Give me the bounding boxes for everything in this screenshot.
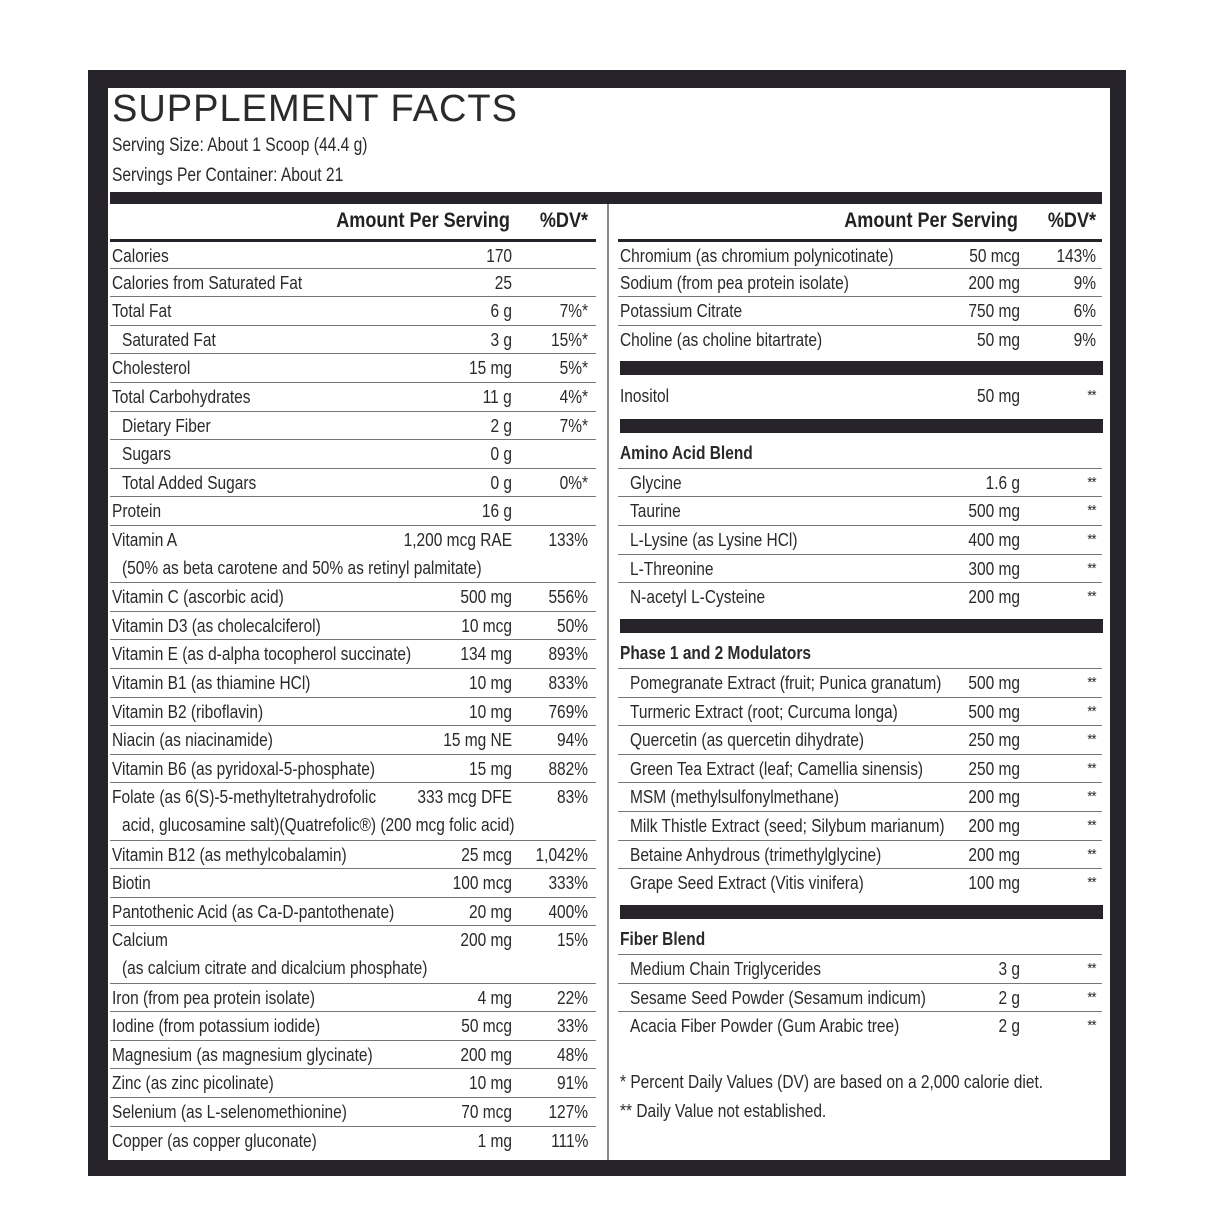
- nutrient-row: [110, 1011, 596, 1040]
- dv-header: %DV*: [539, 209, 588, 232]
- nutrient-name: Vitamin C (ascorbic acid): [112, 587, 284, 608]
- nutrient-dv: **: [1087, 845, 1096, 863]
- left-column-header: [110, 204, 596, 237]
- nutrient-amount: 250 mg: [968, 758, 1020, 779]
- nutrient-amount: 1,200 mcg RAE: [403, 530, 512, 550]
- nutrient-row: [110, 1040, 596, 1069]
- nutrient-row: [110, 697, 596, 726]
- nutrient-dv: 22%: [557, 987, 588, 1008]
- nutrient-dv: 9%: [1073, 329, 1096, 350]
- nutrient-amount: 16 g: [481, 501, 512, 522]
- nutrient-amount: 10 mg: [468, 673, 512, 693]
- nutrient-row: [110, 439, 596, 468]
- nutrient-dv: **: [1087, 731, 1096, 749]
- footnote-not-established: ** Daily Value not established.: [620, 1101, 827, 1121]
- section-divider-bar: [620, 361, 1103, 375]
- nutrient-name: Medium Chain Triglycerides: [630, 959, 822, 979]
- nutrient-name: (50% as beta carotene and 50% as retinyl palmitate): [122, 557, 482, 578]
- nutrient-name: (as calcium citrate and dicalcium phosphate): [122, 958, 428, 978]
- nutrient-amount: 200 mg: [460, 930, 512, 951]
- nutrient-name: Copper (as copper gluconate): [112, 1130, 317, 1151]
- nutrient-dv: 769%: [548, 701, 588, 722]
- nutrient-dv: 833%: [548, 673, 588, 693]
- nutrient-dv: 556%: [548, 587, 588, 608]
- nutrient-amount: 200 mg: [968, 587, 1020, 608]
- nutrient-name: Cholesterol: [112, 358, 191, 379]
- nutrient-name: Folate (as 6(S)-5-methyltetrahydrofolic: [112, 787, 377, 808]
- nutrient-name: Grape Seed Extract (Vitis vinifera): [630, 873, 864, 894]
- amount-header: Amount Per Serving: [844, 209, 1018, 232]
- nutrient-row: [110, 268, 596, 297]
- nutrient-name: Vitamin B2 (riboflavin): [112, 701, 264, 722]
- nutrient-name: Protein: [112, 501, 162, 522]
- nutrient-row: [110, 983, 596, 1012]
- nutrient-dv: 7%*: [559, 301, 588, 322]
- nutrient-row: [110, 639, 596, 668]
- nutrient-row: [110, 525, 596, 554]
- nutrient-amount: 2 g: [490, 415, 512, 436]
- nutrient-dv: 882%: [548, 758, 588, 779]
- nutrient-amount: 400 mg: [968, 530, 1020, 550]
- nutrient-amount: 134 mg: [460, 644, 512, 665]
- nutrient-dv: 15%: [557, 930, 588, 951]
- nutrient-row: [618, 496, 1102, 525]
- nutrient-amount: 2 g: [998, 1016, 1020, 1037]
- nutrient-row: [618, 811, 1102, 840]
- nutrient-amount: 100 mcg: [452, 873, 512, 894]
- nutrient-name: Calories: [112, 246, 169, 266]
- nutrient-amount: 10 mg: [468, 1073, 512, 1094]
- nutrient-amount: 200 mg: [968, 816, 1020, 836]
- nutrient-row: [110, 897, 596, 926]
- nutrient-dv: 127%: [548, 1102, 588, 1122]
- nutrient-row: [110, 239, 596, 271]
- nutrient-row: [110, 325, 596, 354]
- nutrient-name: acid, glucosamine salt)(Quatrefolic®) (200 mcg folic acid): [122, 815, 515, 835]
- section-heading: [618, 925, 1102, 954]
- nutrient-row: [110, 754, 596, 783]
- nutrient-row: [110, 725, 596, 754]
- nutrient-name: Milk Thistle Extract (seed; Silybum marianum): [630, 816, 945, 836]
- nutrient-row: [618, 582, 1102, 611]
- section-title: Fiber Blend: [620, 929, 706, 950]
- nutrient-row: [618, 840, 1102, 869]
- nutrient-row: [110, 353, 596, 382]
- nutrient-name: Selenium (as L-selenomethionine): [112, 1102, 347, 1122]
- nutrient-row: [618, 782, 1102, 811]
- nutrient-name: Vitamin A: [112, 530, 178, 550]
- nutrient-name: Quercetin (as quercetin dihydrate): [630, 730, 865, 751]
- nutrient-dv: **: [1087, 817, 1096, 834]
- section-heading: [618, 639, 1102, 668]
- nutrient-row: [618, 983, 1102, 1012]
- nutrient-name: Total Carbohydrates: [112, 387, 251, 407]
- nutrient-row: [618, 554, 1102, 583]
- nutrient-dv: **: [1087, 502, 1096, 520]
- nutrient-amount: 15 mg: [468, 358, 512, 379]
- nutrient-dv: 4%*: [559, 387, 588, 407]
- nutrient-name: Turmeric Extract (root; Curcuma longa): [630, 701, 898, 722]
- nutrient-amount: 1 mg: [477, 1130, 512, 1151]
- section-divider-bar: [620, 419, 1103, 433]
- nutrient-dv: **: [1087, 473, 1096, 491]
- nutrient-row: [110, 668, 596, 697]
- nutrient-amount: 15 mg: [468, 758, 512, 779]
- nutrient-amount: 300 mg: [968, 558, 1020, 579]
- nutrient-name: Pomegranate Extract (fruit; Punica granatum): [630, 673, 942, 693]
- nutrient-row: [110, 840, 596, 869]
- nutrient-name: Vitamin E (as d-alpha tocopherol succinate): [112, 644, 412, 665]
- nutrient-amount: 500 mg: [968, 701, 1020, 722]
- nutrient-name: Biotin: [112, 873, 151, 894]
- right-column-header: [618, 204, 1102, 237]
- nutrient-row: [618, 268, 1102, 297]
- nutrient-name: Magnesium (as magnesium glycinate): [112, 1044, 373, 1065]
- nutrient-amount: 200 mg: [968, 272, 1020, 293]
- nutrient-amount: 25: [494, 272, 512, 293]
- nutrient-amount: 0 g: [490, 472, 512, 493]
- label-title: SUPPLEMENT FACTS: [112, 88, 518, 130]
- nutrient-row: [618, 868, 1102, 897]
- nutrient-dv: 50%: [557, 615, 588, 636]
- nutrient-name: Total Fat: [112, 301, 172, 322]
- nutrient-amount: 2 g: [998, 987, 1020, 1008]
- nutrient-dv: 893%: [548, 644, 588, 665]
- nutrient-name: Iodine (from potassium iodide): [112, 1016, 321, 1037]
- nutrient-amount: 15 mg NE: [443, 730, 512, 751]
- nutrient-amount: 50 mg: [976, 386, 1020, 406]
- serving-size: Serving Size: About 1 Scoop (44.4 g): [112, 135, 368, 156]
- nutrient-name: Vitamin B6 (as pyridoxal-5-phosphate): [112, 758, 376, 779]
- nutrient-name: Taurine: [630, 501, 681, 522]
- nutrient-amount: 50 mg: [976, 329, 1020, 350]
- nutrient-amount: 3 g: [490, 329, 512, 350]
- nutrient-dv: 33%: [557, 1016, 588, 1037]
- nutrient-name: Sesame Seed Powder (Sesamum indicum): [630, 987, 926, 1008]
- nutrient-name: L-Lysine (as Lysine HCl): [630, 530, 798, 550]
- nutrient-dv: 143%: [1056, 246, 1096, 266]
- nutrient-dv: **: [1087, 702, 1096, 720]
- nutrient-dv: 7%*: [559, 415, 588, 436]
- nutrient-amount: 50 mcg: [461, 1016, 512, 1037]
- column-divider: [607, 204, 609, 1160]
- section-title: Amino Acid Blend: [620, 443, 753, 464]
- nutrient-dv: 133%: [548, 530, 588, 550]
- nutrient-name: Betaine Anhydrous (trimethylglycine): [630, 844, 882, 865]
- nutrient-name: Total Added Sugars: [122, 472, 257, 493]
- nutrient-row: [110, 1068, 596, 1097]
- nutrient-dv: 91%: [557, 1073, 588, 1094]
- nutrient-row: [618, 954, 1102, 983]
- nutrient-dv: **: [1087, 531, 1096, 548]
- section-heading: [618, 439, 1102, 468]
- nutrient-name: N-acetyl L-Cysteine: [630, 587, 766, 608]
- nutrient-dv: **: [1087, 788, 1096, 806]
- header-bar: [110, 192, 1102, 204]
- nutrient-name: Dietary Fiber: [122, 415, 211, 436]
- section-title: Phase 1 and 2 Modulators: [620, 643, 811, 664]
- nutrient-name: Chromium (as chromium polynicotinate): [620, 246, 894, 266]
- nutrient-row: [110, 411, 596, 440]
- nutrient-name: Vitamin B12 (as methylcobalamin): [112, 844, 347, 865]
- nutrient-row: [618, 725, 1102, 754]
- nutrient-dv: 5%*: [559, 358, 588, 379]
- nutrient-amount: 70 mcg: [461, 1102, 512, 1122]
- nutrient-dv: 94%: [557, 730, 588, 751]
- nutrient-name: Glycine: [630, 472, 682, 493]
- nutrient-dv: **: [1087, 988, 1096, 1006]
- nutrient-amount: 200 mg: [968, 844, 1020, 865]
- nutrient-amount: 1.6 g: [985, 472, 1020, 493]
- nutrient-row: [618, 239, 1102, 271]
- nutrient-dv: 400%: [548, 901, 588, 922]
- nutrient-row: [110, 496, 596, 525]
- dv-header: %DV*: [1047, 209, 1096, 232]
- nutrient-amount: 25 mcg: [461, 844, 512, 865]
- nutrient-dv: **: [1087, 960, 1096, 977]
- nutrient-dv: 1,042%: [535, 844, 588, 865]
- nutrient-dv: 0%*: [559, 472, 588, 493]
- nutrient-dv: 6%: [1073, 301, 1096, 322]
- nutrient-dv: **: [1087, 588, 1096, 606]
- nutrient-row: [110, 296, 596, 325]
- nutrient-dv: **: [1087, 1017, 1096, 1035]
- nutrient-row: [618, 468, 1102, 497]
- nutrient-row: [110, 925, 596, 954]
- nutrient-name: L-Threonine: [630, 558, 714, 579]
- nutrient-row: [618, 296, 1102, 325]
- nutrient-amount: 170: [486, 246, 512, 266]
- nutrient-name: Choline (as choline bitartrate): [620, 329, 823, 350]
- nutrient-row: [110, 954, 596, 983]
- nutrient-row: [110, 868, 596, 897]
- nutrient-amount: 750 mg: [968, 301, 1020, 322]
- nutrient-row: [618, 697, 1102, 726]
- nutrient-row: [110, 554, 596, 583]
- nutrient-amount: 0 g: [490, 444, 512, 465]
- nutrient-row: [110, 382, 596, 411]
- servings-per-container: Servings Per Container: About 21: [112, 165, 344, 186]
- nutrient-name: Potassium Citrate: [620, 301, 743, 322]
- nutrient-dv: **: [1087, 874, 1096, 892]
- nutrient-name: Zinc (as zinc picolinate): [112, 1073, 274, 1094]
- nutrient-row: [110, 1097, 596, 1126]
- nutrient-amount: 200 mg: [968, 787, 1020, 808]
- nutrient-name: Sugars: [122, 444, 172, 465]
- nutrient-amount: 20 mg: [468, 901, 512, 922]
- nutrient-amount: 100 mg: [968, 873, 1020, 894]
- nutrient-name: Acacia Fiber Powder (Gum Arabic tree): [630, 1016, 900, 1037]
- section-divider-bar: [620, 905, 1103, 919]
- nutrient-name: Green Tea Extract (leaf; Camellia sinensis): [630, 758, 924, 779]
- nutrient-dv: 9%: [1073, 272, 1096, 293]
- nutrient-amount: 10 mg: [468, 701, 512, 722]
- nutrient-row: [110, 468, 596, 497]
- nutrient-name: Niacin (as niacinamide): [112, 730, 273, 751]
- nutrient-amount: 50 mcg: [969, 246, 1020, 266]
- nutrient-amount: 500 mg: [968, 501, 1020, 522]
- nutrient-dv: 83%: [557, 787, 588, 808]
- nutrient-name: Saturated Fat: [122, 329, 216, 350]
- nutrient-row: [110, 582, 596, 611]
- nutrient-amount: 3 g: [998, 959, 1020, 979]
- nutrient-row: [110, 782, 596, 811]
- nutrient-dv: **: [1087, 387, 1096, 404]
- nutrient-dv: 111%: [550, 1130, 588, 1151]
- nutrient-amount: 200 mg: [460, 1044, 512, 1065]
- nutrient-row: [618, 1011, 1102, 1040]
- nutrient-row: [618, 382, 1102, 411]
- section-divider-bar: [620, 619, 1103, 633]
- nutrient-amount: 500 mg: [968, 673, 1020, 693]
- nutrient-row: [618, 668, 1102, 697]
- nutrient-name: Vitamin D3 (as cholecalciferol): [112, 615, 321, 636]
- nutrient-amount: 11 g: [483, 387, 512, 407]
- nutrient-dv: **: [1087, 759, 1096, 777]
- nutrient-row: [618, 754, 1102, 783]
- footnote-dv: * Percent Daily Values (DV) are based on a 2,000 calorie diet.: [620, 1072, 1044, 1092]
- nutrient-dv: 15%*: [550, 329, 588, 350]
- nutrient-name: Pantothenic Acid (as Ca-D-pantothenate): [112, 901, 395, 922]
- nutrient-amount: 250 mg: [968, 730, 1020, 751]
- nutrient-name: Inositol: [620, 386, 670, 406]
- amount-header: Amount Per Serving: [336, 209, 510, 232]
- nutrient-dv: 333%: [548, 873, 588, 894]
- nutrient-name: Calcium: [112, 930, 168, 951]
- nutrient-name: Vitamin B1 (as thiamine HCl): [112, 673, 311, 693]
- nutrient-row: [618, 325, 1102, 354]
- nutrient-name: Sodium (from pea protein isolate): [620, 272, 849, 293]
- nutrient-amount: 500 mg: [460, 587, 512, 608]
- nutrient-dv: **: [1087, 559, 1096, 577]
- nutrient-amount: 10 mcg: [461, 615, 512, 636]
- nutrient-amount: 333 mcg DFE: [417, 787, 512, 808]
- nutrient-name: MSM (methylsulfonylmethane): [630, 787, 840, 808]
- nutrient-amount: 6 g: [490, 301, 512, 322]
- nutrient-name: Iron (from pea protein isolate): [112, 987, 316, 1008]
- nutrient-name: Calories from Saturated Fat: [112, 272, 303, 293]
- nutrient-amount: 4 mg: [477, 987, 512, 1008]
- nutrient-dv: **: [1087, 674, 1096, 691]
- nutrient-dv: 48%: [557, 1044, 588, 1065]
- nutrient-row: [110, 811, 596, 840]
- nutrient-row: [110, 1126, 596, 1155]
- nutrient-row: [618, 525, 1102, 554]
- nutrient-row: [110, 611, 596, 640]
